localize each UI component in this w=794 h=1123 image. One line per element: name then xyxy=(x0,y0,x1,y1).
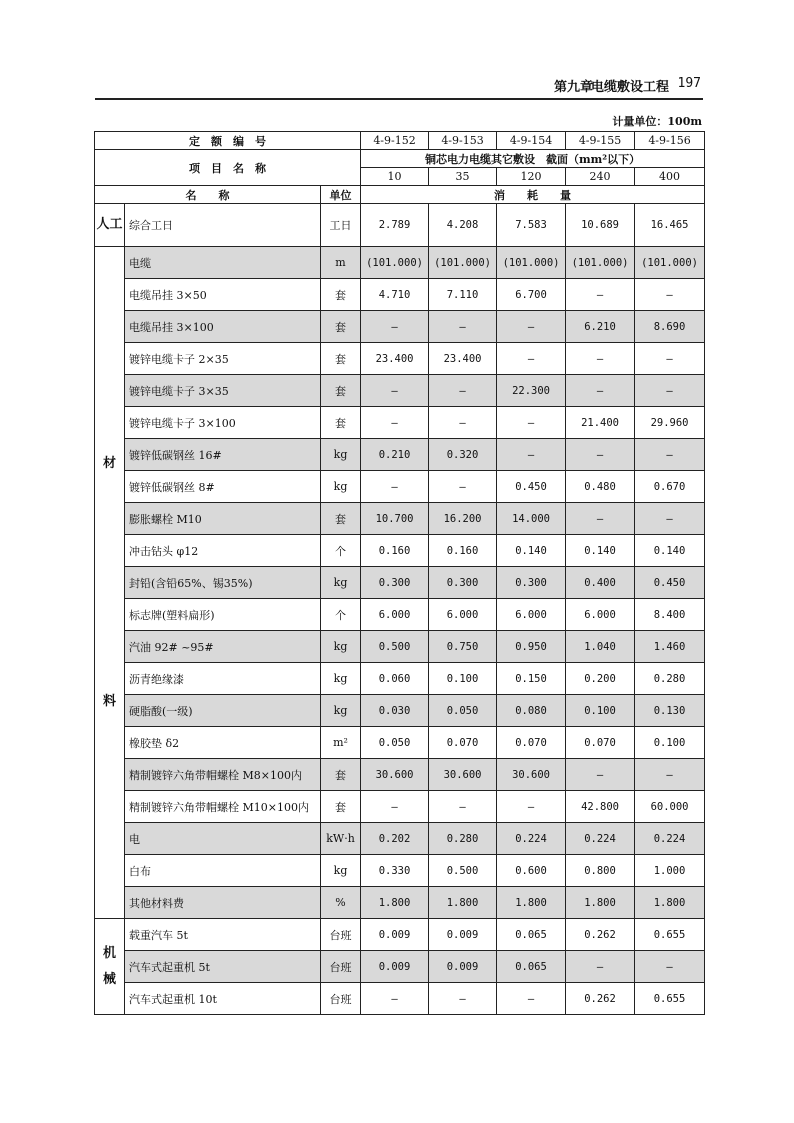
value-cell: 0.030 xyxy=(361,695,429,727)
value-cell: — xyxy=(497,311,566,343)
unit-label: 单位 xyxy=(321,186,361,204)
value-cell: — xyxy=(566,951,635,983)
value-cell: 30.600 xyxy=(497,759,566,791)
value-cell: 0.400 xyxy=(566,567,635,599)
value-cell: 0.950 xyxy=(497,631,566,663)
code-cell: 4-9-152 xyxy=(361,132,429,150)
value-cell: 42.800 xyxy=(566,791,635,823)
value-cell: 6.000 xyxy=(361,599,429,631)
value-cell: 4.710 xyxy=(361,279,429,311)
item-name: 精制镀锌六角带帽螺栓 M8×100内 xyxy=(125,759,321,791)
item-name: 其他材料费 xyxy=(125,887,321,919)
table-row xyxy=(95,951,705,983)
value-cell: 0.450 xyxy=(635,567,705,599)
table-row xyxy=(95,343,705,375)
value-cell: 0.050 xyxy=(361,727,429,759)
value-cell: 0.050 xyxy=(429,695,497,727)
item-unit: kW·h xyxy=(321,823,361,855)
value-cell: 0.160 xyxy=(429,535,497,567)
table-row xyxy=(95,204,705,247)
value-cell: 1.800 xyxy=(429,887,497,919)
table-row xyxy=(95,471,705,503)
value-cell: 0.070 xyxy=(497,727,566,759)
item-unit: kg xyxy=(321,471,361,503)
value-cell: 1.040 xyxy=(566,631,635,663)
value-cell: 0.280 xyxy=(635,663,705,695)
value-cell: 6.000 xyxy=(497,599,566,631)
item-unit: 套 xyxy=(321,503,361,535)
value-cell: 0.210 xyxy=(361,439,429,471)
value-cell: — xyxy=(635,375,705,407)
value-cell: 0.500 xyxy=(429,855,497,887)
value-cell: 0.300 xyxy=(361,567,429,599)
table-row xyxy=(95,503,705,535)
value-cell: — xyxy=(635,279,705,311)
value-cell: 0.009 xyxy=(361,919,429,951)
table-row xyxy=(95,791,705,823)
item-unit: 套 xyxy=(321,311,361,343)
category-materials-bottom: 料 xyxy=(102,693,116,709)
item-label: 项 目 名 称 xyxy=(95,150,361,186)
code-cell: 4-9-155 xyxy=(566,132,635,150)
table-row xyxy=(95,759,705,791)
item-name: 冲击钻头 φ12 xyxy=(125,535,321,567)
value-cell: — xyxy=(361,983,429,1015)
item-name: 综合工日 xyxy=(125,204,321,247)
item-unit: 套 xyxy=(321,279,361,311)
table-row xyxy=(95,727,705,759)
value-cell: 0.100 xyxy=(429,663,497,695)
measure-unit: 计量单位：100m xyxy=(612,115,702,128)
item-name: 镀锌电缆卡子 3×100 xyxy=(125,407,321,439)
value-cell: (101.000) xyxy=(361,247,429,279)
value-cell: — xyxy=(361,375,429,407)
page-header xyxy=(95,72,703,100)
value-cell: — xyxy=(429,375,497,407)
value-cell: — xyxy=(497,407,566,439)
item-name: 电 xyxy=(125,823,321,855)
value-cell: — xyxy=(497,343,566,375)
item-unit: kg xyxy=(321,439,361,471)
value-cell: 0.224 xyxy=(566,823,635,855)
value-cell: 0.160 xyxy=(361,535,429,567)
value-cell: 1.800 xyxy=(566,887,635,919)
code-row xyxy=(95,132,705,150)
value-cell: 1.800 xyxy=(497,887,566,919)
column-header-row xyxy=(95,186,705,204)
item-name: 镀锌低碳钢丝 8# xyxy=(125,471,321,503)
value-cell: 29.960 xyxy=(635,407,705,439)
value-cell: — xyxy=(566,279,635,311)
value-cell: 1.000 xyxy=(635,855,705,887)
item-unit: kg xyxy=(321,855,361,887)
value-cell: 0.224 xyxy=(497,823,566,855)
size-cell: 400 xyxy=(635,168,705,186)
item-unit: % xyxy=(321,887,361,919)
table-row xyxy=(95,407,705,439)
value-cell: 0.300 xyxy=(497,567,566,599)
value-cell: 10.689 xyxy=(566,204,635,247)
value-cell: 1.460 xyxy=(635,631,705,663)
value-cell: 0.202 xyxy=(361,823,429,855)
code-cell: 4-9-156 xyxy=(635,132,705,150)
value-cell: 0.140 xyxy=(635,535,705,567)
value-cell: — xyxy=(361,407,429,439)
value-cell: — xyxy=(566,503,635,535)
item-name: 硬脂酸(一级) xyxy=(125,695,321,727)
value-cell: 7.583 xyxy=(497,204,566,247)
table-row xyxy=(95,855,705,887)
chapter-label: 第九章 xyxy=(553,80,593,95)
value-cell: — xyxy=(429,471,497,503)
value-cell: 6.700 xyxy=(497,279,566,311)
item-unit: 个 xyxy=(321,599,361,631)
size-cell: 10 xyxy=(361,168,429,186)
item-unit: kg xyxy=(321,663,361,695)
item-unit: 套 xyxy=(321,343,361,375)
item-unit: kg xyxy=(321,695,361,727)
item-unit: m² xyxy=(321,727,361,759)
value-cell: — xyxy=(429,407,497,439)
value-cell: — xyxy=(635,503,705,535)
value-cell: 0.600 xyxy=(497,855,566,887)
item-unit: 套 xyxy=(321,791,361,823)
quota-table xyxy=(94,131,705,1015)
item-name: 汽车式起重机 5t xyxy=(125,951,321,983)
value-cell: 7.110 xyxy=(429,279,497,311)
table-row xyxy=(95,535,705,567)
item-name: 镀锌电缆卡子 3×35 xyxy=(125,375,321,407)
value-cell: — xyxy=(635,951,705,983)
item-name: 沥青绝缘漆 xyxy=(125,663,321,695)
item-name: 电缆吊挂 3×100 xyxy=(125,311,321,343)
value-cell: 0.800 xyxy=(566,855,635,887)
value-cell: 0.140 xyxy=(497,535,566,567)
table-row xyxy=(95,631,705,663)
item-name: 膨胀螺栓 M10 xyxy=(125,503,321,535)
value-cell: 16.200 xyxy=(429,503,497,535)
value-cell: 0.262 xyxy=(566,983,635,1015)
value-cell: 0.670 xyxy=(635,471,705,503)
value-cell: 0.320 xyxy=(429,439,497,471)
value-cell: 0.480 xyxy=(566,471,635,503)
item-name: 镀锌低碳钢丝 16# xyxy=(125,439,321,471)
item-name: 电缆 xyxy=(125,247,321,279)
value-cell: 0.150 xyxy=(497,663,566,695)
table-row xyxy=(95,375,705,407)
value-cell: 1.800 xyxy=(635,887,705,919)
item-name: 精制镀锌六角带帽螺栓 M10×100内 xyxy=(125,791,321,823)
value-cell: 0.065 xyxy=(497,951,566,983)
item-unit: kg xyxy=(321,631,361,663)
value-cell: 1.800 xyxy=(361,887,429,919)
category-labor: 人工 xyxy=(95,204,125,247)
item-unit: 套 xyxy=(321,407,361,439)
category-machinery xyxy=(95,919,125,1015)
value-cell: 8.690 xyxy=(635,311,705,343)
value-cell: 0.140 xyxy=(566,535,635,567)
value-cell: — xyxy=(497,791,566,823)
value-cell: — xyxy=(566,375,635,407)
value-cell: 0.750 xyxy=(429,631,497,663)
value-cell: 60.000 xyxy=(635,791,705,823)
value-cell: 0.450 xyxy=(497,471,566,503)
item-name: 电缆吊挂 3×50 xyxy=(125,279,321,311)
value-cell: — xyxy=(429,791,497,823)
value-cell: 14.000 xyxy=(497,503,566,535)
consume-label: 消 耗 量 xyxy=(361,186,705,204)
item-name: 载重汽车 5t xyxy=(125,919,321,951)
size-cell: 240 xyxy=(566,168,635,186)
group-title: 铜芯电力电缆其它敷设 截面（mm²以下） xyxy=(361,150,705,168)
item-name: 汽车式起重机 10t xyxy=(125,983,321,1015)
value-cell: 8.400 xyxy=(635,599,705,631)
value-cell: — xyxy=(635,343,705,375)
value-cell: 0.224 xyxy=(635,823,705,855)
value-cell: 0.200 xyxy=(566,663,635,695)
value-cell: 0.080 xyxy=(497,695,566,727)
item-unit: 台班 xyxy=(321,951,361,983)
table-row xyxy=(95,439,705,471)
item-unit: 套 xyxy=(321,375,361,407)
value-cell: (101.000) xyxy=(635,247,705,279)
value-cell: 0.065 xyxy=(497,919,566,951)
value-cell: 2.789 xyxy=(361,204,429,247)
value-cell: 16.465 xyxy=(635,204,705,247)
value-cell: — xyxy=(566,343,635,375)
table-row xyxy=(95,599,705,631)
name-label: 名 称 xyxy=(95,186,321,204)
table-row xyxy=(95,919,705,951)
table-row xyxy=(95,663,705,695)
item-name: 橡胶垫 δ2 xyxy=(125,727,321,759)
value-cell: 21.400 xyxy=(566,407,635,439)
item-unit: kg xyxy=(321,567,361,599)
table-row xyxy=(95,887,705,919)
value-cell: 0.100 xyxy=(566,695,635,727)
item-name: 封铅(含铅65%、锡35%) xyxy=(125,567,321,599)
table-row xyxy=(95,983,705,1015)
item-unit: 工日 xyxy=(321,204,361,247)
value-cell: 0.655 xyxy=(635,983,705,1015)
item-unit: 台班 xyxy=(321,983,361,1015)
value-cell: — xyxy=(635,759,705,791)
value-cell: 0.300 xyxy=(429,567,497,599)
chapter-title: 电缆敷设工程 xyxy=(590,80,669,95)
item-name: 镀锌电缆卡子 2×35 xyxy=(125,343,321,375)
code-cell: 4-9-153 xyxy=(429,132,497,150)
category-machinery-top: 机 xyxy=(102,945,116,961)
group-row xyxy=(95,150,705,168)
value-cell: 0.100 xyxy=(635,727,705,759)
table-row xyxy=(95,695,705,727)
value-cell: 6.000 xyxy=(566,599,635,631)
value-cell: 0.330 xyxy=(361,855,429,887)
table-row xyxy=(95,823,705,855)
size-cell: 35 xyxy=(429,168,497,186)
item-unit: 个 xyxy=(321,535,361,567)
item-unit: m xyxy=(321,247,361,279)
value-cell: 0.280 xyxy=(429,823,497,855)
value-cell: 0.009 xyxy=(429,951,497,983)
value-cell: 22.300 xyxy=(497,375,566,407)
category-machinery-bottom: 械 xyxy=(102,971,116,987)
value-cell: 0.130 xyxy=(635,695,705,727)
value-cell: 0.500 xyxy=(361,631,429,663)
value-cell: — xyxy=(361,791,429,823)
table-row xyxy=(95,247,705,279)
page-number: 197 xyxy=(677,76,701,91)
value-cell: (101.000) xyxy=(429,247,497,279)
value-cell: — xyxy=(497,983,566,1015)
value-cell: 6.000 xyxy=(429,599,497,631)
item-name: 标志牌(塑料扁形) xyxy=(125,599,321,631)
category-materials xyxy=(95,247,125,919)
item-name: 白布 xyxy=(125,855,321,887)
value-cell: (101.000) xyxy=(497,247,566,279)
value-cell: — xyxy=(566,439,635,471)
value-cell: 0.070 xyxy=(566,727,635,759)
value-cell: 0.060 xyxy=(361,663,429,695)
value-cell: (101.000) xyxy=(566,247,635,279)
table-row xyxy=(95,311,705,343)
item-unit: 台班 xyxy=(321,919,361,951)
value-cell: 10.700 xyxy=(361,503,429,535)
value-cell: — xyxy=(497,439,566,471)
table-row xyxy=(95,279,705,311)
value-cell: 4.208 xyxy=(429,204,497,247)
value-cell: — xyxy=(429,311,497,343)
item-name: 汽油 92# ~95# xyxy=(125,631,321,663)
value-cell: — xyxy=(635,439,705,471)
value-cell: 0.070 xyxy=(429,727,497,759)
value-cell: 30.600 xyxy=(361,759,429,791)
code-cell: 4-9-154 xyxy=(497,132,566,150)
table-row xyxy=(95,567,705,599)
value-cell: — xyxy=(361,471,429,503)
value-cell: — xyxy=(429,983,497,1015)
value-cell: 30.600 xyxy=(429,759,497,791)
size-cell: 120 xyxy=(497,168,566,186)
category-materials-top: 材 xyxy=(102,455,116,471)
value-cell: 0.655 xyxy=(635,919,705,951)
value-cell: 0.009 xyxy=(361,951,429,983)
value-cell: — xyxy=(361,311,429,343)
value-cell: 0.262 xyxy=(566,919,635,951)
value-cell: 23.400 xyxy=(429,343,497,375)
value-cell: 6.210 xyxy=(566,311,635,343)
value-cell: — xyxy=(566,759,635,791)
item-unit: 套 xyxy=(321,759,361,791)
value-cell: 0.009 xyxy=(429,919,497,951)
code-label: 定 额 编 号 xyxy=(95,132,361,150)
value-cell: 23.400 xyxy=(361,343,429,375)
